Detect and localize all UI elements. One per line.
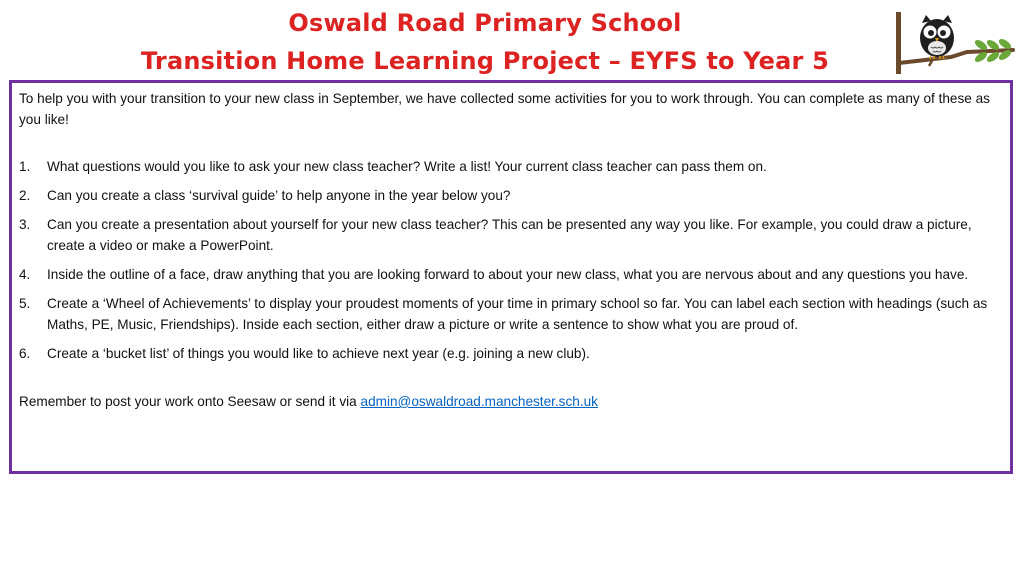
activities-box xyxy=(9,80,1013,474)
activity-number: 2. xyxy=(19,188,31,203)
activity-item xyxy=(19,293,1000,335)
activity-list xyxy=(19,156,1000,364)
activity-text: Inside the outline of a face, draw anything that you are looking forward to about your new class, what you are nervous about and any questions you have. xyxy=(47,267,969,282)
project-title: Transition Home Learning Project – EYFS to Year 5 xyxy=(140,47,830,75)
admin-email-link[interactable]: admin@oswaldroad.manchester.sch.uk xyxy=(360,394,598,409)
activity-item xyxy=(19,214,1000,256)
activity-number: 5. xyxy=(19,296,31,311)
spacer xyxy=(19,130,1000,156)
owl-on-branch-logo xyxy=(893,8,1017,78)
activity-text: Can you create a presentation about yourself for your new class teacher? This can be presented any way you like. For example, you could draw a picture, create a video or make a PowerPoint. xyxy=(47,217,972,253)
activity-text: Create a ‘Wheel of Achievements’ to display your proudest moments of your time in primary school so far. You can label each section with headings (such as Maths, PE, Music, Friendships). Inside each section, either draw a picture or write a sentence to show what you are proud of. xyxy=(47,296,988,332)
spacer xyxy=(19,372,1000,391)
activity-text: Can you create a class ‘survival guide’ to help anyone in the year below you? xyxy=(47,188,511,203)
activity-number: 4. xyxy=(19,267,31,282)
activity-text: Create a ‘bucket list’ of things you would like to achieve next year (e.g. joining a new club). xyxy=(47,346,590,361)
activity-item xyxy=(19,156,1000,177)
activity-number: 3. xyxy=(19,217,31,232)
activity-item xyxy=(19,264,1000,285)
activity-item xyxy=(19,185,1000,206)
intro-paragraph: To help you with your transition to your new class in September, we have collected some activities for you to work through. You can complete as many of these as you like! xyxy=(19,91,990,127)
submission-note-text: Remember to post your work onto Seesaw or send it via xyxy=(19,394,361,409)
activity-item xyxy=(19,343,1000,364)
submission-note xyxy=(19,391,1000,412)
activity-number: 6. xyxy=(19,346,31,361)
activity-text: What questions would you like to ask your new class teacher? Write a list! Your current class teacher can pass them on. xyxy=(47,159,767,174)
school-name-title: Oswald Road Primary School xyxy=(288,9,682,37)
activity-number: 1. xyxy=(19,159,31,174)
